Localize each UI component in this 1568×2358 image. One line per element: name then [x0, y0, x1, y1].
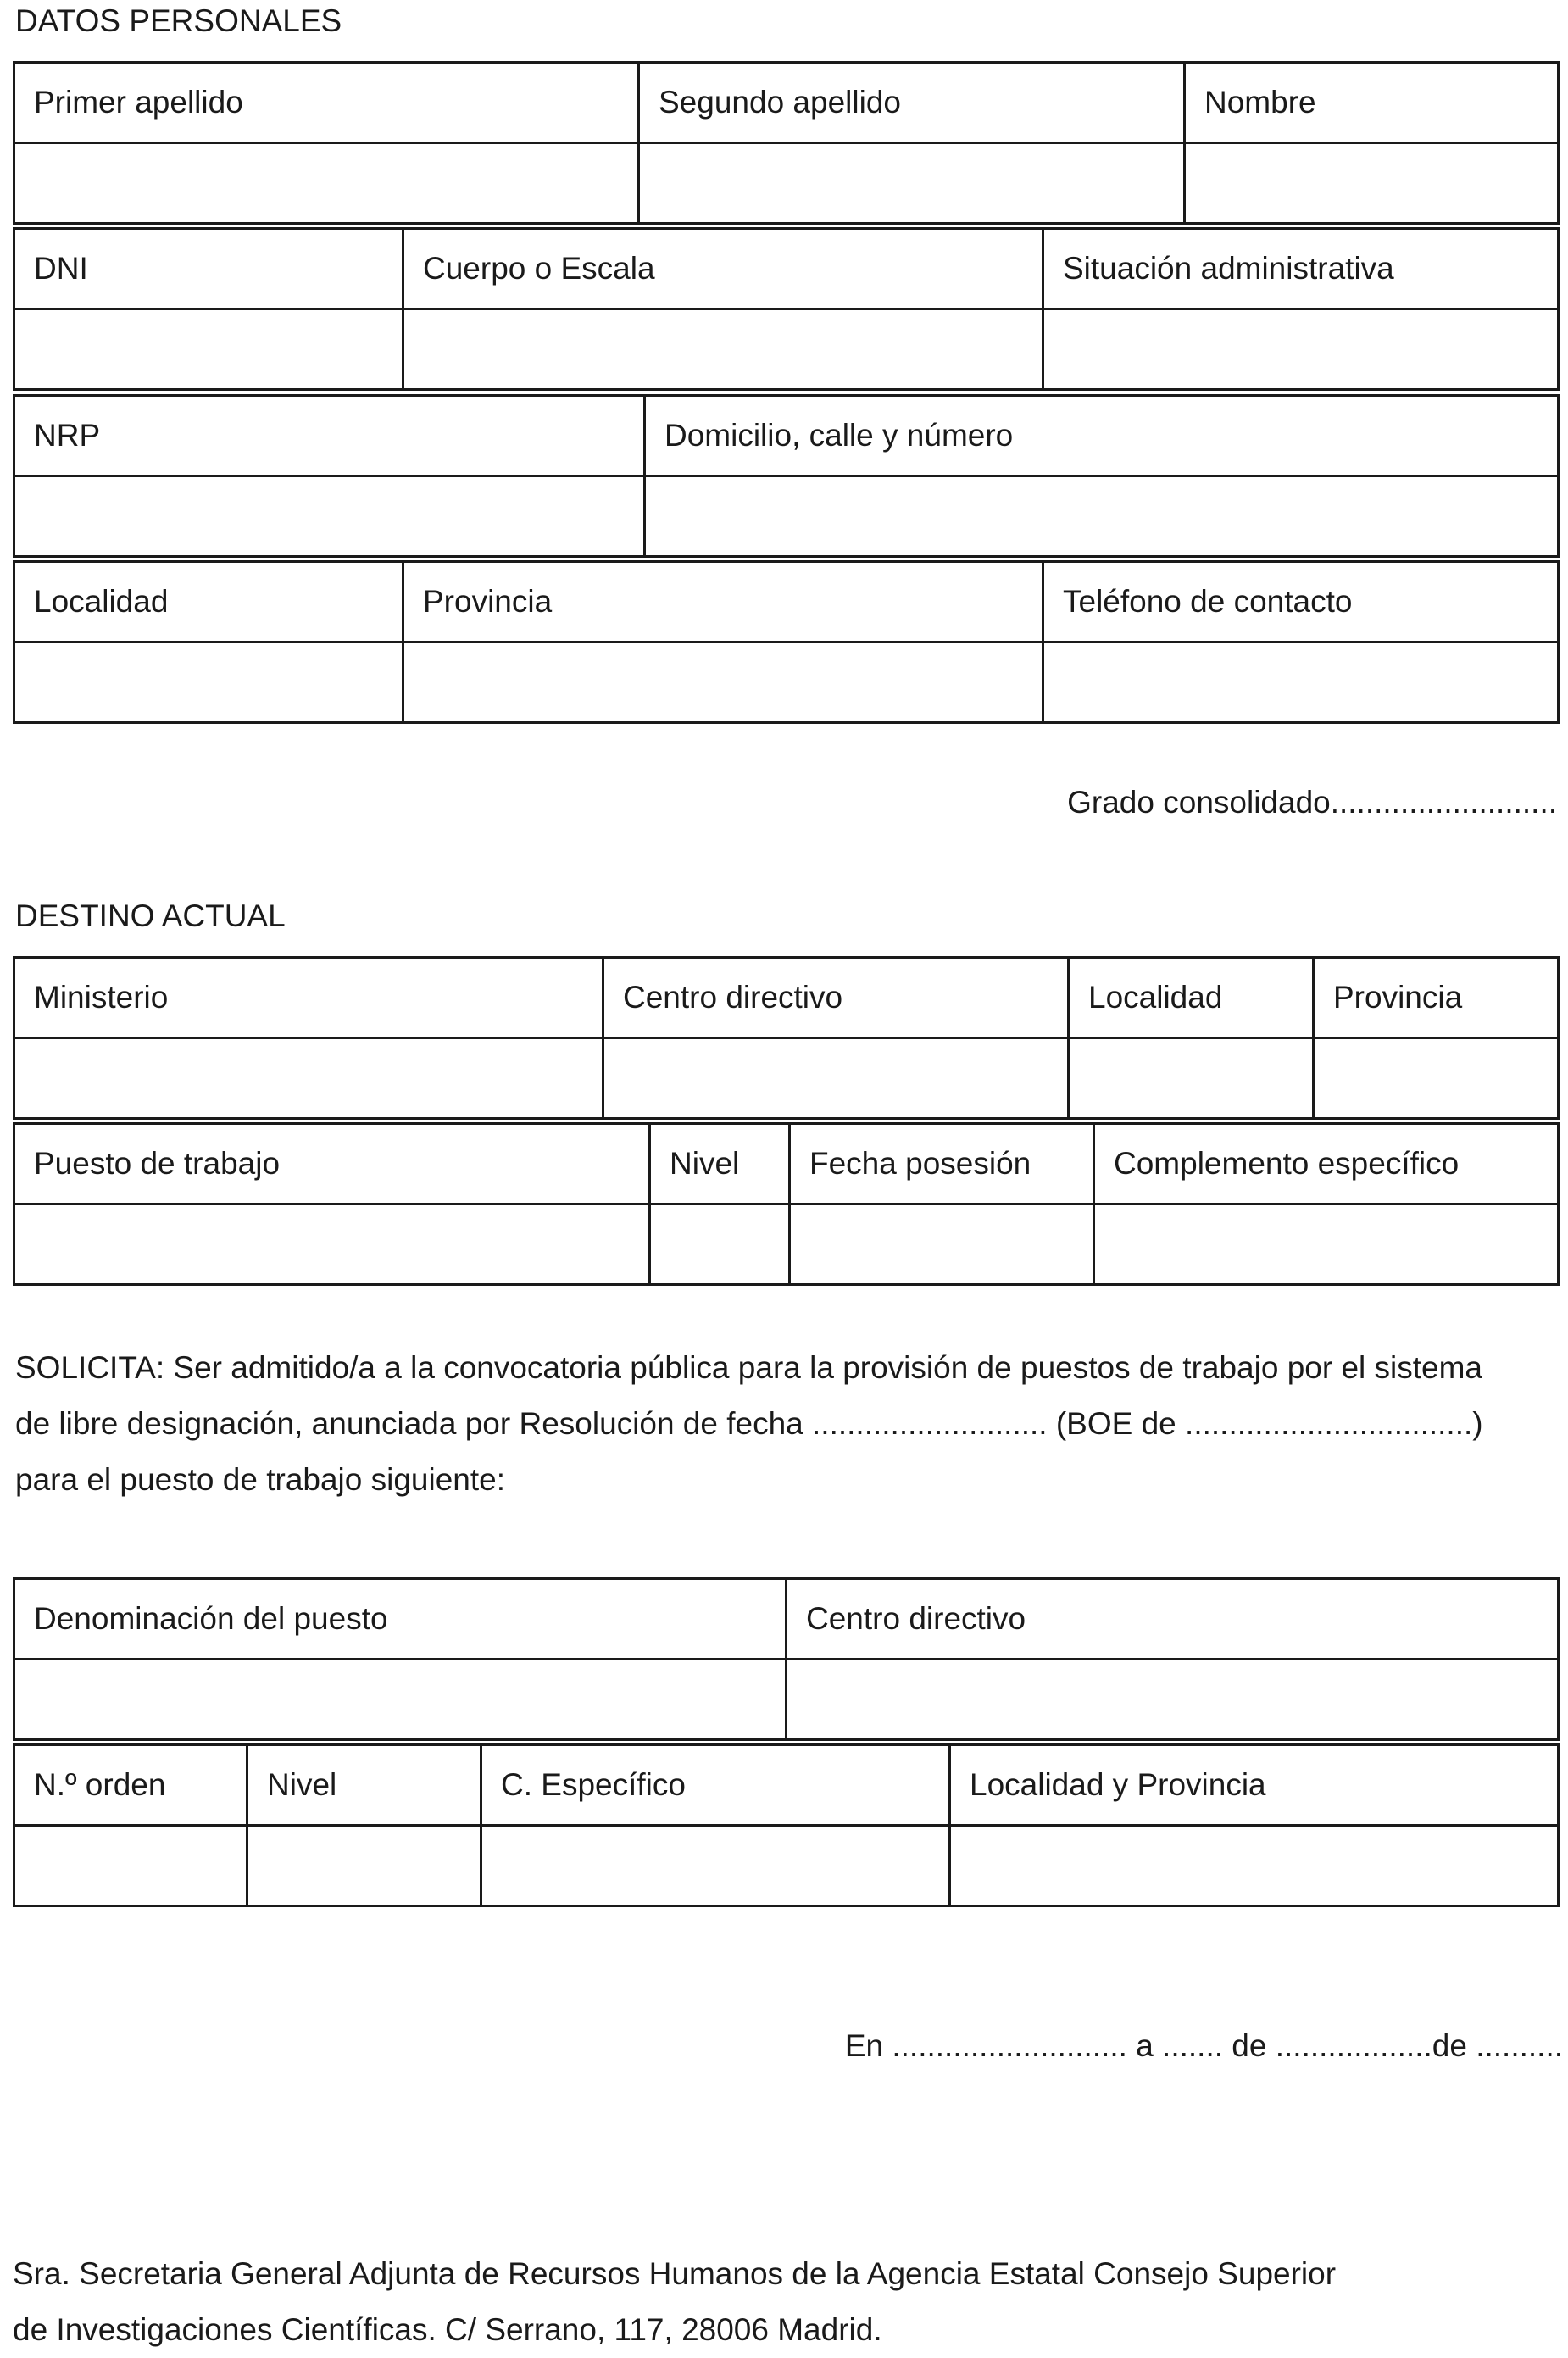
- label-nivel: Nivel: [650, 1124, 790, 1204]
- label-puesto-trabajo: Puesto de trabajo: [14, 1124, 650, 1204]
- label-segundo-apellido: Segundo apellido: [639, 63, 1185, 143]
- field-localidad-provincia[interactable]: [950, 1826, 1559, 1906]
- solicita-paragraph: [15, 1340, 1483, 1508]
- label-cuerpo-escala: Cuerpo o Escala: [403, 229, 1043, 309]
- label-numero-orden: N.º orden: [14, 1745, 247, 1826]
- field-nrp[interactable]: [14, 476, 645, 557]
- field-c-especifico[interactable]: [481, 1826, 950, 1906]
- label-situacion-administrativa: Situación administrativa: [1043, 229, 1559, 309]
- field-telefono[interactable]: [1043, 642, 1559, 723]
- field-numero-orden[interactable]: [14, 1826, 247, 1906]
- field-provincia[interactable]: [403, 642, 1043, 723]
- destinatario: [13, 2246, 1336, 2358]
- field-domicilio[interactable]: [645, 476, 1559, 557]
- label-ministerio: Ministerio: [14, 958, 603, 1038]
- field-ministerio[interactable]: [14, 1038, 603, 1119]
- label-puesto-nivel: Nivel: [247, 1745, 481, 1826]
- destino-table-row2: [13, 1122, 1560, 1286]
- destinatario-line-2: de Investigaciones Científicas. C/ Serrano, 117, 28006 Madrid.: [13, 2312, 882, 2347]
- field-nombre[interactable]: [1185, 143, 1559, 224]
- puesto-table-row2: [13, 1743, 1560, 1907]
- label-denominacion-puesto: Denominación del puesto: [14, 1579, 787, 1660]
- field-situacion-administrativa[interactable]: [1043, 309, 1559, 390]
- field-cuerpo-escala[interactable]: [403, 309, 1043, 390]
- solicita-line-1: SOLICITA: Ser admitido/a a la convocatoria pública para la provisión de puestos de trabajo por el sistema: [15, 1350, 1483, 1385]
- label-destino-provincia: Provincia: [1314, 958, 1559, 1038]
- label-domicilio: Domicilio, calle y número: [645, 396, 1559, 476]
- grado-consolidado: Grado consolidado..........................: [1067, 785, 1557, 820]
- field-puesto-trabajo[interactable]: [14, 1204, 650, 1285]
- field-complemento-especifico[interactable]: [1094, 1204, 1559, 1285]
- destinatario-line-1: Sra. Secretaria General Adjunta de Recursos Humanos de la Agencia Estatal Consejo Superior: [13, 2256, 1337, 2291]
- label-destino-localidad: Localidad: [1069, 958, 1314, 1038]
- field-destino-localidad[interactable]: [1069, 1038, 1314, 1119]
- field-fecha-posesion[interactable]: [790, 1204, 1094, 1285]
- label-localidad: Localidad: [14, 562, 403, 642]
- field-localidad[interactable]: [14, 642, 403, 723]
- solicita-line-3: para el puesto de trabajo siguiente:: [15, 1462, 506, 1497]
- field-segundo-apellido[interactable]: [639, 143, 1185, 224]
- personal-table-row1: [13, 61, 1560, 225]
- personal-table-row2: [13, 227, 1560, 391]
- personal-table-row4: [13, 560, 1560, 724]
- field-nivel[interactable]: [650, 1204, 790, 1285]
- label-localidad-provincia: Localidad y Provincia: [950, 1745, 1559, 1826]
- solicita-line-2: de libre designación, anunciada por Resolución de fecha ........................... (BOE de .................................): [15, 1406, 1483, 1441]
- lugar-fecha-line: En ........................... a ....... de ..................de ..........: [844, 2028, 1563, 2063]
- label-c-especifico: C. Específico: [481, 1745, 950, 1826]
- section-title-destino-actual: DESTINO ACTUAL: [15, 898, 286, 933]
- field-denominacion-puesto[interactable]: [14, 1660, 787, 1740]
- field-destino-provincia[interactable]: [1314, 1038, 1559, 1119]
- label-provincia: Provincia: [403, 562, 1043, 642]
- section-title-datos-personales: DATOS PERSONALES: [15, 3, 342, 38]
- puesto-table-row1: [13, 1577, 1560, 1741]
- label-centro-directivo: Centro directivo: [603, 958, 1069, 1038]
- label-telefono: Teléfono de contacto: [1043, 562, 1559, 642]
- field-puesto-centro-directivo[interactable]: [787, 1660, 1559, 1740]
- label-primer-apellido: Primer apellido: [14, 63, 639, 143]
- field-puesto-nivel[interactable]: [247, 1826, 481, 1906]
- destino-table-row1: [13, 956, 1560, 1120]
- label-dni: DNI: [14, 229, 403, 309]
- field-dni[interactable]: [14, 309, 403, 390]
- field-centro-directivo[interactable]: [603, 1038, 1069, 1119]
- personal-table-row3: [13, 394, 1560, 558]
- field-primer-apellido[interactable]: [14, 143, 639, 224]
- label-nombre: Nombre: [1185, 63, 1559, 143]
- label-fecha-posesion: Fecha posesión: [790, 1124, 1094, 1204]
- label-puesto-centro-directivo: Centro directivo: [787, 1579, 1559, 1660]
- label-nrp: NRP: [14, 396, 645, 476]
- label-complemento-especifico: Complemento específico: [1094, 1124, 1559, 1204]
